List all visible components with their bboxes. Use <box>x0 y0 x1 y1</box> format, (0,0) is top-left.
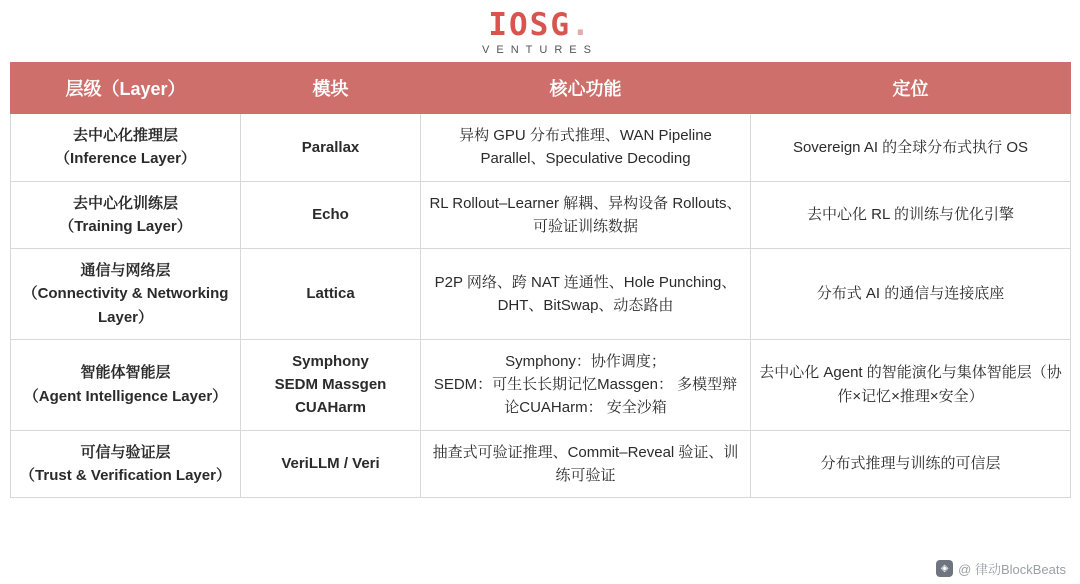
cell-layer: 去中心化训练层 （Training Layer） <box>11 181 241 249</box>
column-header-layer: 层级（Layer） <box>11 63 241 114</box>
cell-position: Sovereign AI 的全球分布式执行 OS <box>751 114 1071 182</box>
cell-module: Parallax <box>241 114 421 182</box>
cell-module: VeriLLM / Veri <box>241 430 421 498</box>
cell-position: 去中心化 RL 的训练与优化引擎 <box>751 181 1071 249</box>
logo-dot: . <box>570 7 592 43</box>
cell-position: 去中心化 Agent 的智能演化与集体智能层（协作×记忆×推理×安全） <box>751 339 1071 430</box>
cell-function: 异构 GPU 分布式推理、WAN Pipeline Parallel、Speculative Decoding <box>421 114 751 182</box>
logo-subtitle: VENTURES <box>482 44 598 56</box>
table-row <box>11 114 1071 182</box>
watermark-text: @ 律动BlockBeats <box>958 562 1066 577</box>
cell-layer: 智能体智能层 （Agent Intelligence Layer） <box>11 339 241 430</box>
brand-logo <box>0 0 1080 62</box>
cell-position: 分布式 AI 的通信与连接底座 <box>751 249 1071 340</box>
logo-text: IOSG <box>488 7 571 43</box>
cell-module: Lattica <box>241 249 421 340</box>
cell-module: Symphony SEDM Massgen CUAHarm <box>241 339 421 430</box>
cell-layer: 通信与网络层 （Connectivity & Networking Layer） <box>11 249 241 340</box>
table-row <box>11 181 1071 249</box>
cell-function: 抽查式可验证推理、Commit–Reveal 验证、训练可验证 <box>421 430 751 498</box>
cell-function: RL Rollout–Learner 解耦、异构设备 Rollouts、可验证训练数据 <box>421 181 751 249</box>
cell-module: Echo <box>241 181 421 249</box>
cell-function: P2P 网络、跨 NAT 连通性、Hole Punching、DHT、BitSwap、动态路由 <box>421 249 751 340</box>
architecture-table <box>10 62 1071 498</box>
watermark-logo-icon: ◈ <box>936 560 953 577</box>
cell-position: 分布式推理与训练的可信层 <box>751 430 1071 498</box>
logo-wordmark <box>488 8 591 42</box>
column-header-function: 核心功能 <box>421 63 751 114</box>
cell-layer: 可信与验证层 （Trust & Verification Layer） <box>11 430 241 498</box>
cell-function: Symphony：协作调度； SEDM：可生长长期记忆Massgen： 多模型辩论CUAHarm： 安全沙箱 <box>421 339 751 430</box>
table-row <box>11 339 1071 430</box>
column-header-position: 定位 <box>751 63 1071 114</box>
table-header-row <box>11 63 1071 114</box>
column-header-module: 模块 <box>241 63 421 114</box>
table-row <box>11 430 1071 498</box>
watermark <box>936 559 1066 578</box>
cell-layer: 去中心化推理层 （Inference Layer） <box>11 114 241 182</box>
table-row <box>11 249 1071 340</box>
